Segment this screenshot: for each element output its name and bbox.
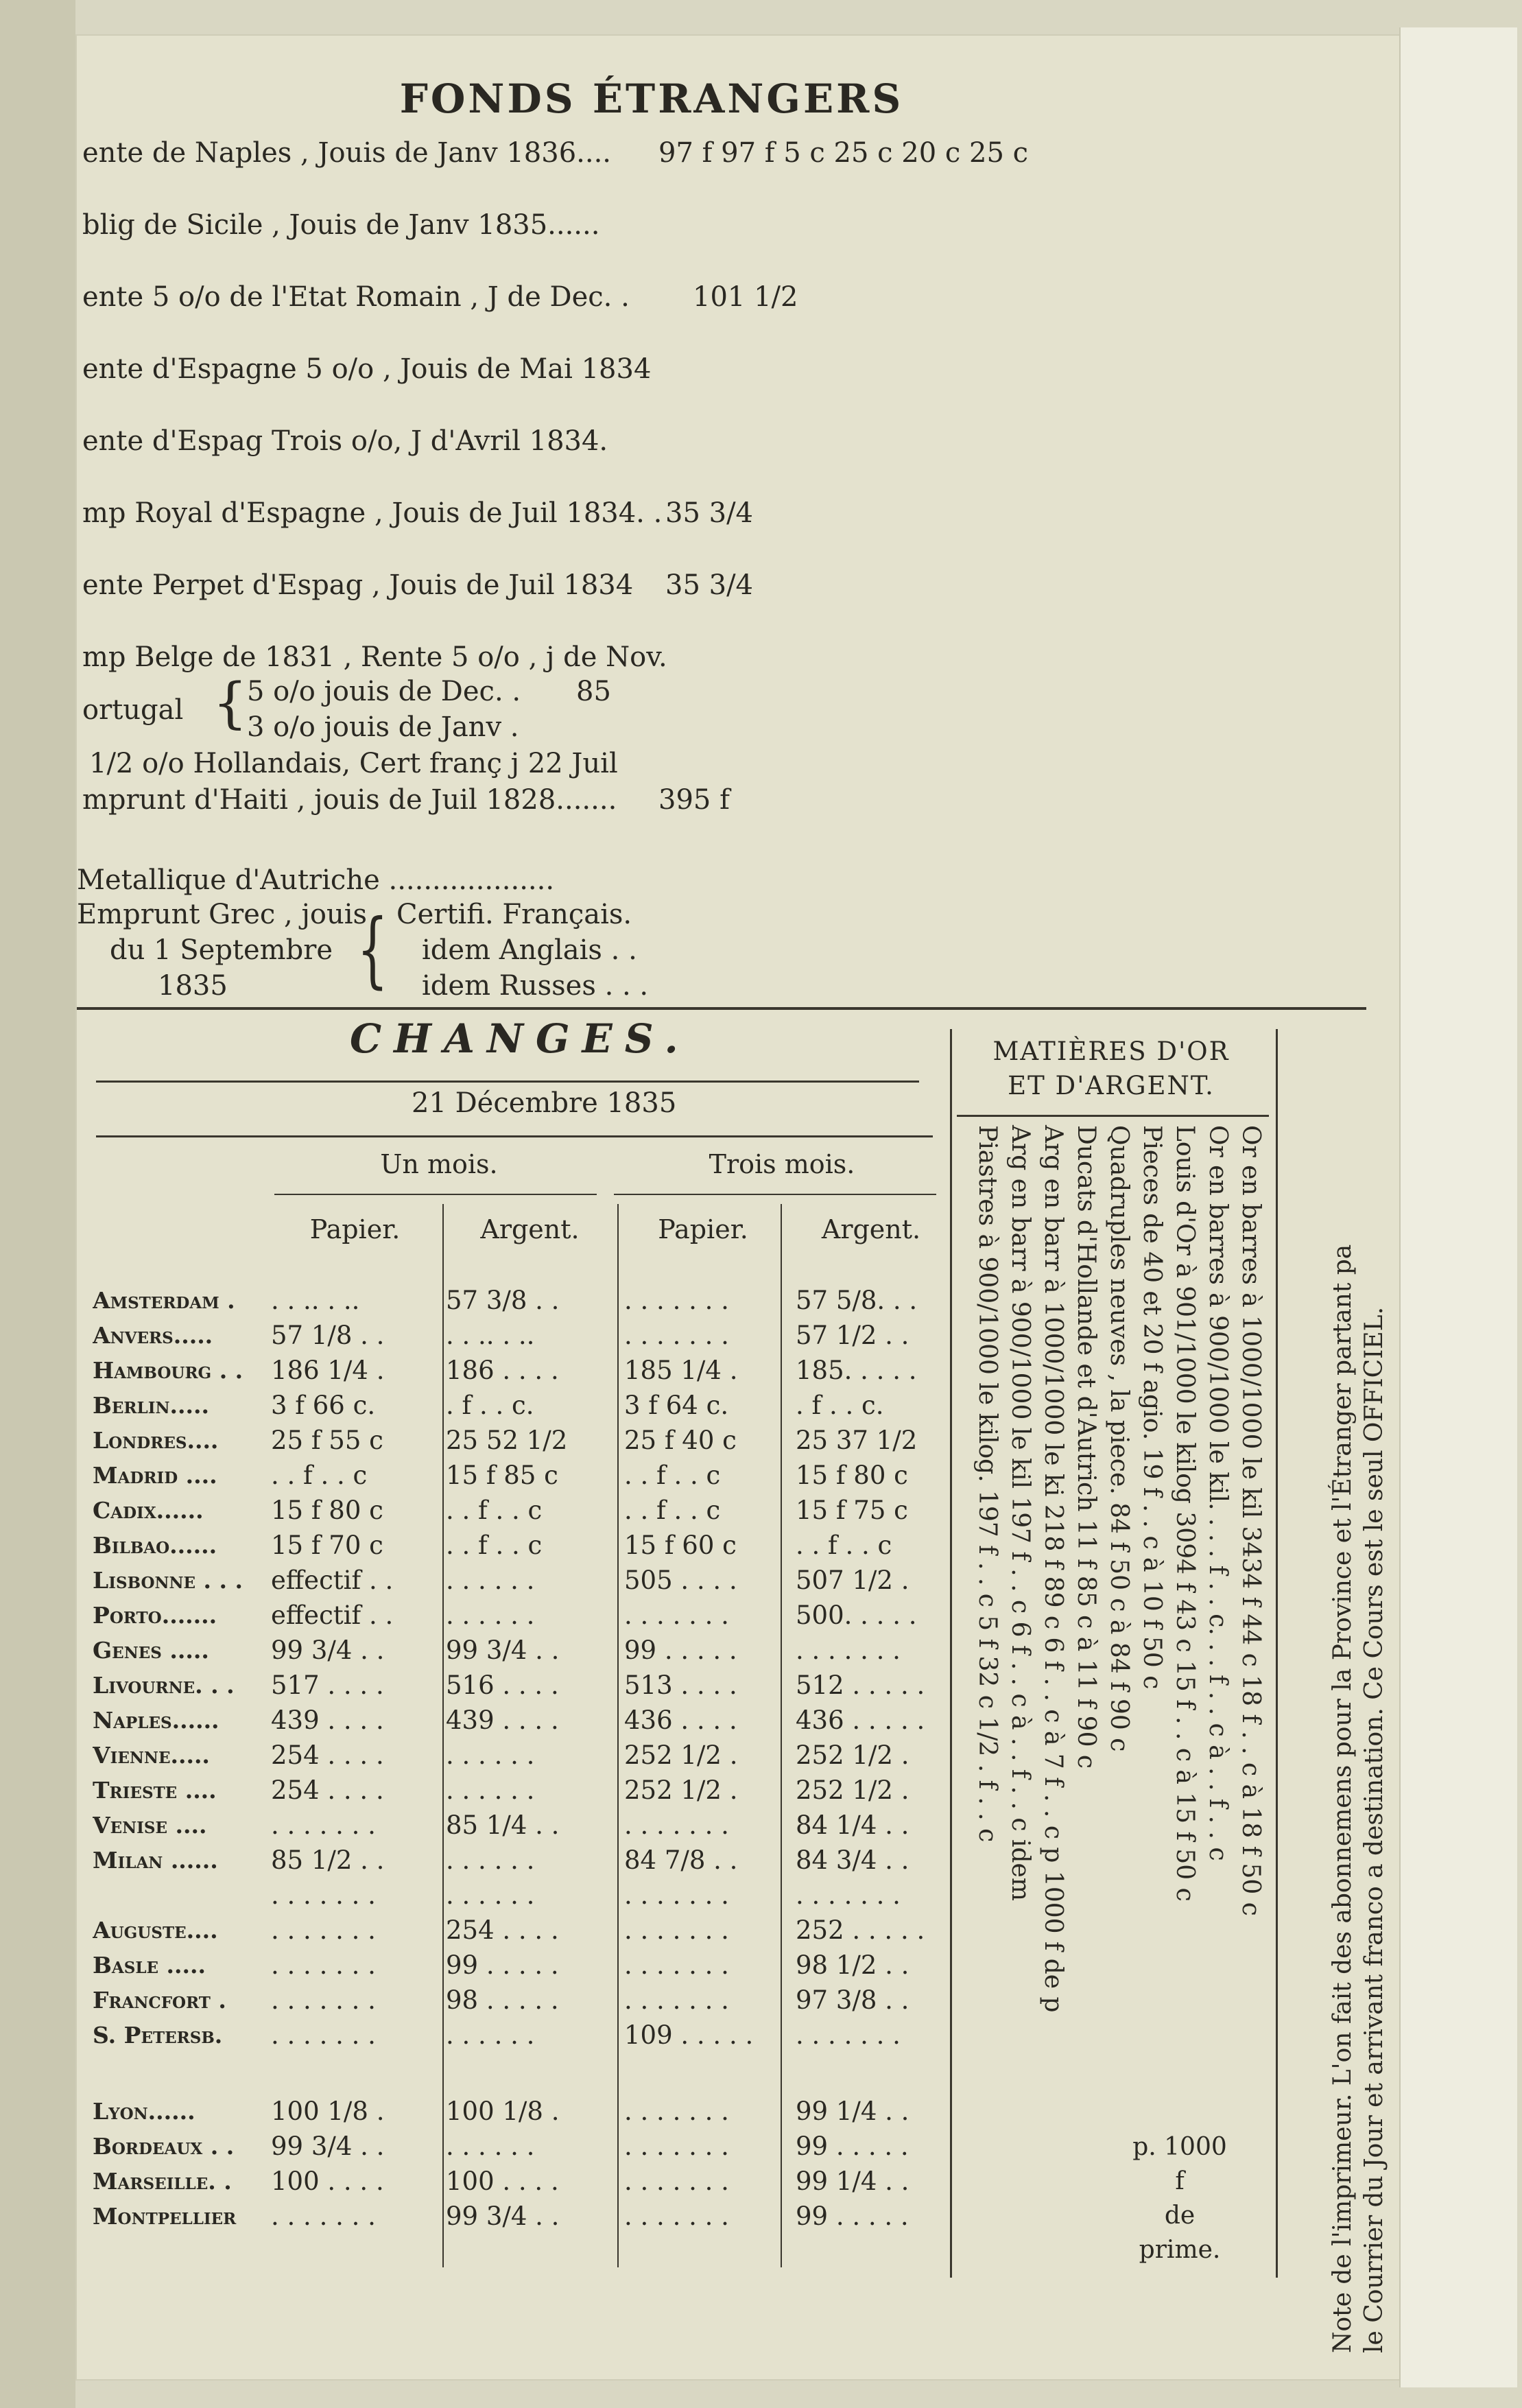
- grec-brace: {: [357, 902, 389, 998]
- trois-mois-papier: 99 . . . . .: [624, 1636, 737, 1665]
- un-mois-argent: . . . . . .: [446, 1601, 535, 1630]
- grec-label-3: 1835: [158, 970, 228, 1002]
- trois-mois-papier: 109 . . . . .: [624, 2020, 754, 2050]
- trois-mois-argent: . . . . . . .: [796, 2020, 901, 2050]
- un-mois-argent: . . . . . .: [446, 1740, 535, 1770]
- city-name: [93, 1878, 264, 1913]
- trois-mois-papier: . . . . . . .: [624, 1950, 729, 1980]
- changes-rule: [96, 1135, 933, 1137]
- fonds-row: [82, 425, 608, 457]
- un-mois-papier: 254 . . . .: [271, 1775, 384, 1805]
- un-mois-papier: 3 f 66 c.: [271, 1391, 376, 1420]
- prime-note: [1128, 2130, 1231, 2267]
- trois-mois-argent: 252 . . . . .: [796, 1915, 925, 1945]
- portugal-line1: 5 o/o jouis de Dec. .: [247, 676, 521, 707]
- un-mois-papier: effectif . .: [271, 1566, 394, 1595]
- fonds-label: ente de Naples , Jouis de Janv 1836....: [82, 137, 611, 169]
- trois-mois-argent: 507 1/2 .: [796, 1566, 909, 1595]
- table-row: [93, 1668, 953, 1703]
- city-name: Basle .....: [93, 1952, 206, 1979]
- city-name: Porto.......: [93, 1602, 217, 1629]
- trois-mois-argent: 84 1/4 . .: [796, 1810, 909, 1840]
- un-mois-papier: 25 f 55 c: [271, 1426, 383, 1455]
- table-row: [93, 1773, 953, 1808]
- brace-rule: [274, 1194, 597, 1195]
- trois-mois-argent: 99 1/4 . .: [796, 2167, 909, 2196]
- city-name: Montpellier: [93, 2203, 237, 2230]
- un-mois-papier: . . . . . . .: [271, 1810, 376, 1840]
- trois-mois-argent: 99 1/4 . .: [796, 2097, 909, 2126]
- trois-mois-papier: 505 . . . .: [624, 1566, 737, 1595]
- table-row: [93, 1598, 953, 1633]
- trois-mois-papier: . . . . . . .: [624, 2202, 729, 2231]
- un-mois-papier: effectif . .: [271, 1601, 394, 1630]
- city-name: Vienne.....: [93, 1742, 210, 1769]
- grec-option-1: Certifi. Français.: [396, 899, 632, 930]
- fonds-title: FONDS ÉTRANGERS: [399, 75, 904, 122]
- argent-header: Argent.: [480, 1214, 580, 1244]
- un-mois-papier: 254 . . . .: [271, 1740, 384, 1770]
- city-name: Anvers.....: [93, 1322, 213, 1349]
- fonds-label: blig de Sicile , Jouis de Janv 1835......: [82, 209, 600, 241]
- prime-line: p. 1000 f: [1132, 2133, 1227, 2195]
- trois-mois-argent: 436 . . . . .: [796, 1705, 925, 1735]
- portugal-brace: {: [213, 671, 248, 735]
- trois-mois-argent: [789, 2053, 953, 2094]
- table-row: [93, 1913, 953, 1948]
- trois-mois-papier: . . f . . c: [624, 1461, 721, 1490]
- prime-line: de: [1164, 2202, 1196, 2230]
- trois-mois-argent: 512 . . . . .: [796, 1671, 925, 1700]
- un-mois-papier: 99 3/4 . .: [271, 2132, 385, 2161]
- fonds-label: ente d'Espag Trois o/o, J d'Avril 1834.: [82, 425, 608, 457]
- portugal-line2: 3 o/o jouis de Janv .: [247, 711, 519, 743]
- trois-mois-papier: . . . . . . .: [624, 2167, 729, 2196]
- trois-mois-papier: 25 f 40 c: [624, 1426, 737, 1455]
- matieres-title: [960, 1035, 1262, 1103]
- matieres-line: Ducats d'Hollande et d'Autrich 11 f 85 c à 11 f 90 c: [1072, 1125, 1100, 1769]
- trois-mois-argent: 25 37 1/2: [796, 1426, 918, 1455]
- trois-mois-papier: . . . . . . .: [624, 1286, 729, 1315]
- fonds-value: 97 f 97 f 5 c 25 c 20 c 25 c: [658, 137, 1029, 169]
- fonds-label: ente d'Espagne 5 o/o , Jouis de Mai 1834: [82, 353, 652, 385]
- trois-mois-argent: 252 1/2 .: [796, 1740, 909, 1770]
- city-name: Lyon......: [93, 2098, 195, 2125]
- city-name: Londres....: [93, 1427, 219, 1454]
- trois-mois-argent: . . . . . . .: [796, 1636, 901, 1665]
- table-row: [93, 2053, 953, 2094]
- city-name: Venise ....: [93, 1812, 207, 1839]
- fonds-row: [82, 641, 667, 673]
- matieres-line: Piastres à 900/1000 le kilog. 197 f . . c 5 f 32 c 1/2 . f . . c: [973, 1125, 1001, 1843]
- matieres-line: Pieces de 40 et 20 f agio. 19 f . . c à 10 f 50 c: [1138, 1125, 1166, 1690]
- matieres-title-2: ET D'ARGENT.: [1008, 1071, 1215, 1100]
- un-mois-papier: 57 1/8 . .: [271, 1321, 385, 1350]
- city-name: Livourne. . .: [93, 1672, 235, 1699]
- un-mois-papier: . . . . . . .: [271, 1985, 376, 2015]
- city-name: Hambourg . .: [93, 1357, 243, 1384]
- city-name: Bilbao......: [93, 1532, 217, 1559]
- trois-mois-papier: 513 . . . .: [624, 1671, 737, 1700]
- fonds-row: [82, 353, 651, 385]
- changes-table: [93, 1283, 953, 2234]
- un-mois-argent: 98 . . . . .: [446, 1985, 559, 2015]
- un-mois-header: Un mois.: [380, 1149, 498, 1179]
- section-separator: [77, 1007, 1366, 1010]
- changes-title: CHANGES.: [350, 1015, 691, 1062]
- fonds-row: [82, 209, 599, 241]
- un-mois-argent: . f . . c.: [446, 1391, 534, 1420]
- fonds-row: [82, 497, 753, 529]
- un-mois-papier: 15 f 80 c: [271, 1496, 383, 1525]
- fonds-row: [82, 137, 1029, 169]
- un-mois-papier: 100 1/8 .: [271, 2097, 385, 2126]
- grec-label-1: Emprunt Grec , jouis: [77, 899, 368, 930]
- un-mois-papier: . . . . . . .: [271, 2020, 376, 2050]
- table-row: [93, 2094, 953, 2129]
- fonds-row: [82, 569, 753, 601]
- un-mois-argent: . . . . . .: [446, 1566, 535, 1595]
- haiti-label: mprunt d'Haiti , jouis de Juil 1828.......: [82, 784, 617, 816]
- trois-mois-papier: 3 f 64 c.: [624, 1391, 729, 1420]
- trois-mois-argent: 98 1/2 . .: [796, 1950, 909, 1980]
- trois-mois-argent: 252 1/2 .: [796, 1775, 909, 1805]
- fonds-label: mp Belge de 1831 , Rente 5 o/o , j de Nov.: [82, 641, 667, 673]
- city-name: Genes .....: [93, 1637, 209, 1664]
- un-mois-papier: . . f . . c: [271, 1461, 368, 1490]
- un-mois-papier: . . . . . . .: [271, 1880, 376, 1910]
- un-mois-argent: 439 . . . .: [446, 1705, 559, 1735]
- city-name: Cadix......: [93, 1497, 204, 1524]
- grec-label-2: du 1 Septembre: [110, 934, 333, 966]
- haiti-value: 395 f: [658, 784, 730, 816]
- table-row: [93, 1738, 953, 1773]
- table-row: [93, 1948, 953, 1983]
- table-row: [93, 1458, 953, 1493]
- trois-mois-argent: 185. . . . .: [796, 1356, 917, 1385]
- table-row: [93, 1318, 953, 1353]
- column-rule: [1276, 1029, 1278, 2278]
- trois-mois-papier: . . . . . . .: [624, 1915, 729, 1945]
- trois-mois-papier: 436 . . . .: [624, 1705, 737, 1735]
- trois-mois-papier: [617, 2053, 789, 2094]
- city-name: Auguste....: [93, 1917, 218, 1944]
- trois-mois-papier: . . . . . . .: [624, 2097, 729, 2126]
- un-mois-argent: . . f . . c: [446, 1531, 543, 1560]
- table-row: [93, 2199, 953, 2234]
- grec-option-2: idem Anglais . .: [422, 934, 637, 966]
- trois-mois-papier: . . . . . . .: [624, 1601, 729, 1630]
- un-mois-argent: . . f . . c: [446, 1496, 543, 1525]
- note-line-2: le Courrier du Jour et arrivant franco a destination. Ce Cours est le seul OFFICIEL.: [1360, 1306, 1388, 2353]
- fonds-value: 35 3/4: [665, 497, 753, 529]
- un-mois-argent: 100 1/8 .: [446, 2097, 560, 2126]
- un-mois-argent: [439, 2053, 617, 2094]
- un-mois-argent: . . . . . .: [446, 2132, 535, 2161]
- matieres-line: Arg en barr à 1000/1000 le ki 218 f 89 c 6 f . . c à 7 f . . c p 1000 f de p: [1039, 1125, 1067, 2013]
- table-row: [93, 1633, 953, 1668]
- trois-mois-papier: . . f . . c: [624, 1496, 721, 1525]
- matieres-line: Louis d'Or à 901/1000 le kilog 3094 f 43 c 15 f . . c à 15 f 50 c: [1171, 1125, 1199, 1902]
- matieres-line: Or en barres à 900/1000 le kil. . . . f . . c. . . f . . c à . . f . . c: [1204, 1125, 1232, 1861]
- table-row: [93, 1388, 953, 1423]
- city-name: Madrid ....: [93, 1462, 217, 1489]
- table-row: [93, 1423, 953, 1458]
- fonds-value: 35 3/4: [665, 569, 753, 601]
- trois-mois-argent: 15 f 80 c: [796, 1461, 908, 1490]
- trois-mois-papier: 84 7/8 . .: [624, 1845, 738, 1875]
- trois-mois-argent: 99 . . . . .: [796, 2132, 909, 2161]
- city-name: Milan ......: [93, 1847, 218, 1874]
- un-mois-argent: . . .. . ..: [446, 1321, 535, 1350]
- un-mois-argent: . . . . . .: [446, 2020, 535, 2050]
- trois-mois-papier: . . . . . . .: [624, 1321, 729, 1350]
- city-name: Francfort .: [93, 1987, 226, 2014]
- un-mois-argent: 99 . . . . .: [446, 1950, 559, 1980]
- trois-mois-papier: 252 1/2 .: [624, 1740, 738, 1770]
- un-mois-papier: . . . . . . .: [271, 1915, 376, 1945]
- city-name: S. Petersb.: [93, 2022, 223, 2049]
- city-name: Naples......: [93, 1707, 219, 1734]
- changes-date: 21 Décembre 1835: [412, 1087, 677, 1119]
- portugal-value: 85: [576, 676, 611, 707]
- prime-line: prime.: [1139, 2236, 1221, 2264]
- city-name: Trieste ....: [93, 1777, 217, 1804]
- un-mois-papier: 100 . . . .: [271, 2167, 384, 2196]
- matieres-line: Quadruples neuves , la piece. 84 f 50 c à 84 f 90 c: [1105, 1125, 1133, 1752]
- table-row: [93, 1808, 953, 1843]
- metallique-row: Metallique d'Autriche ...................: [77, 864, 555, 896]
- trois-mois-papier: 252 1/2 .: [624, 1775, 738, 1805]
- matieres-rule: [957, 1115, 1269, 1117]
- city-name: Lisbonne . . .: [93, 1567, 243, 1594]
- un-mois-argent: 516 . . . .: [446, 1671, 559, 1700]
- fonds-label: mp Royal d'Espagne , Jouis de Juil 1834. .: [82, 497, 663, 529]
- trois-mois-argent: 57 5/8. . .: [796, 1286, 918, 1315]
- table-row: [93, 1353, 953, 1388]
- un-mois-papier: 15 f 70 c: [271, 1531, 383, 1560]
- un-mois-argent: 15 f 85 c: [446, 1461, 558, 1490]
- trois-mois-header: Trois mois.: [709, 1149, 855, 1179]
- un-mois-papier: 186 1/4 .: [271, 1356, 385, 1385]
- fonds-label: ente 5 o/o de l'Etat Romain , J de Dec. .: [82, 281, 630, 313]
- un-mois-argent: . . . . . .: [446, 1775, 535, 1805]
- trois-mois-argent: 99 . . . . .: [796, 2202, 909, 2231]
- un-mois-papier: 99 3/4 . .: [271, 1636, 385, 1665]
- fonds-value: 101 1/2: [693, 281, 798, 313]
- un-mois-argent: 85 1/4 . .: [446, 1810, 560, 1840]
- trois-mois-argent: . . f . . c: [796, 1531, 892, 1560]
- matieres-title-1: MATIÈRES D'OR: [992, 1037, 1230, 1066]
- trois-mois-papier: 15 f 60 c: [624, 1531, 737, 1560]
- table-row: [93, 2129, 953, 2164]
- note-line-1: Note de l'imprimeur. L'on fait des abonnemens pour la Province et l'Étranger partant pa: [1329, 1244, 1357, 2353]
- fonds-row: [82, 281, 798, 313]
- imprimeur-note: [1327, 1015, 1390, 2353]
- table-row: [93, 1563, 953, 1598]
- city-name: Amsterdam .: [93, 1287, 235, 1314]
- trois-mois-argent: . f . . c.: [796, 1391, 884, 1420]
- table-row: [93, 2018, 953, 2053]
- trois-mois-argent: 15 f 75 c: [796, 1496, 908, 1525]
- trois-mois-papier: . . . . . . .: [624, 2132, 729, 2161]
- trois-mois-argent: 57 1/2 . .: [796, 1321, 909, 1350]
- haiti-row: [82, 784, 730, 816]
- fonds-label: ente Perpet d'Espag , Jouis de Juil 1834: [82, 569, 634, 601]
- brace-rule: [614, 1194, 936, 1195]
- un-mois-papier: . . . . . . .: [271, 2202, 376, 2231]
- un-mois-argent: . . . . . .: [446, 1845, 535, 1875]
- trois-mois-argent: . . . . . . .: [796, 1880, 901, 1910]
- un-mois-papier: 439 . . . .: [271, 1705, 384, 1735]
- table-row: [93, 1983, 953, 2018]
- matieres-line: Arg en barr à 900/1000 le kil 197 f . . c 6 f . . c à . . f . . c idem: [1006, 1125, 1034, 1901]
- hollandais-row: 1/2 o/o Hollandais, Cert franç j 22 Juil: [89, 748, 618, 779]
- table-row: [93, 2164, 953, 2199]
- trois-mois-argent: 500. . . . .: [796, 1601, 917, 1630]
- papier-header: Papier.: [658, 1214, 748, 1244]
- argent-header: Argent.: [821, 1214, 921, 1244]
- un-mois-papier: [264, 2053, 439, 2094]
- trois-mois-argent: 97 3/8 . .: [796, 1985, 909, 2015]
- un-mois-papier: . . . . . . .: [271, 1950, 376, 1980]
- portugal-label: ortugal: [82, 694, 184, 726]
- un-mois-argent: . . . . . .: [446, 1880, 535, 1910]
- changes-rule: [96, 1081, 919, 1083]
- un-mois-argent: 57 3/8 . .: [446, 1286, 560, 1315]
- papier-header: Papier.: [309, 1214, 401, 1244]
- trois-mois-papier: . . . . . . .: [624, 1810, 729, 1840]
- trois-mois-papier: . . . . . . .: [624, 1985, 729, 2015]
- table-row: [93, 1843, 953, 1878]
- city-name: Marseille. .: [93, 2168, 232, 2195]
- un-mois-argent: 186 . . . .: [446, 1356, 559, 1385]
- un-mois-argent: 100 . . . .: [446, 2167, 559, 2196]
- table-row: [93, 1878, 953, 1913]
- un-mois-argent: 99 3/4 . .: [446, 1636, 560, 1665]
- city-name: Bordeaux . .: [93, 2133, 235, 2160]
- trois-mois-papier: . . . . . . .: [624, 1880, 729, 1910]
- page-fold-shadow: [0, 0, 75, 2408]
- table-row: [93, 1283, 953, 1318]
- grec-option-3: idem Russes . . .: [422, 970, 649, 1002]
- un-mois-papier: . . .. . ..: [271, 1286, 360, 1315]
- un-mois-argent: 254 . . . .: [446, 1915, 559, 1945]
- un-mois-argent: 25 52 1/2: [446, 1426, 568, 1455]
- matieres-line: Or en barres à 1000/1000 le kil 3434 f 44 c 18 f . . c à 18 f 50 c: [1237, 1125, 1265, 1916]
- trois-mois-argent: 84 3/4 . .: [796, 1845, 909, 1875]
- un-mois-papier: 517 . . . .: [271, 1671, 384, 1700]
- un-mois-papier: 85 1/2 . .: [271, 1845, 385, 1875]
- city-name: Berlin.....: [93, 1392, 209, 1419]
- table-row: [93, 1493, 953, 1528]
- table-row: [93, 1528, 953, 1563]
- trois-mois-papier: 185 1/4 .: [624, 1356, 738, 1385]
- facing-page-edge: [1399, 27, 1517, 2387]
- city-name: [93, 2053, 264, 2094]
- un-mois-argent: 99 3/4 . .: [446, 2202, 560, 2231]
- table-row: [93, 1703, 953, 1738]
